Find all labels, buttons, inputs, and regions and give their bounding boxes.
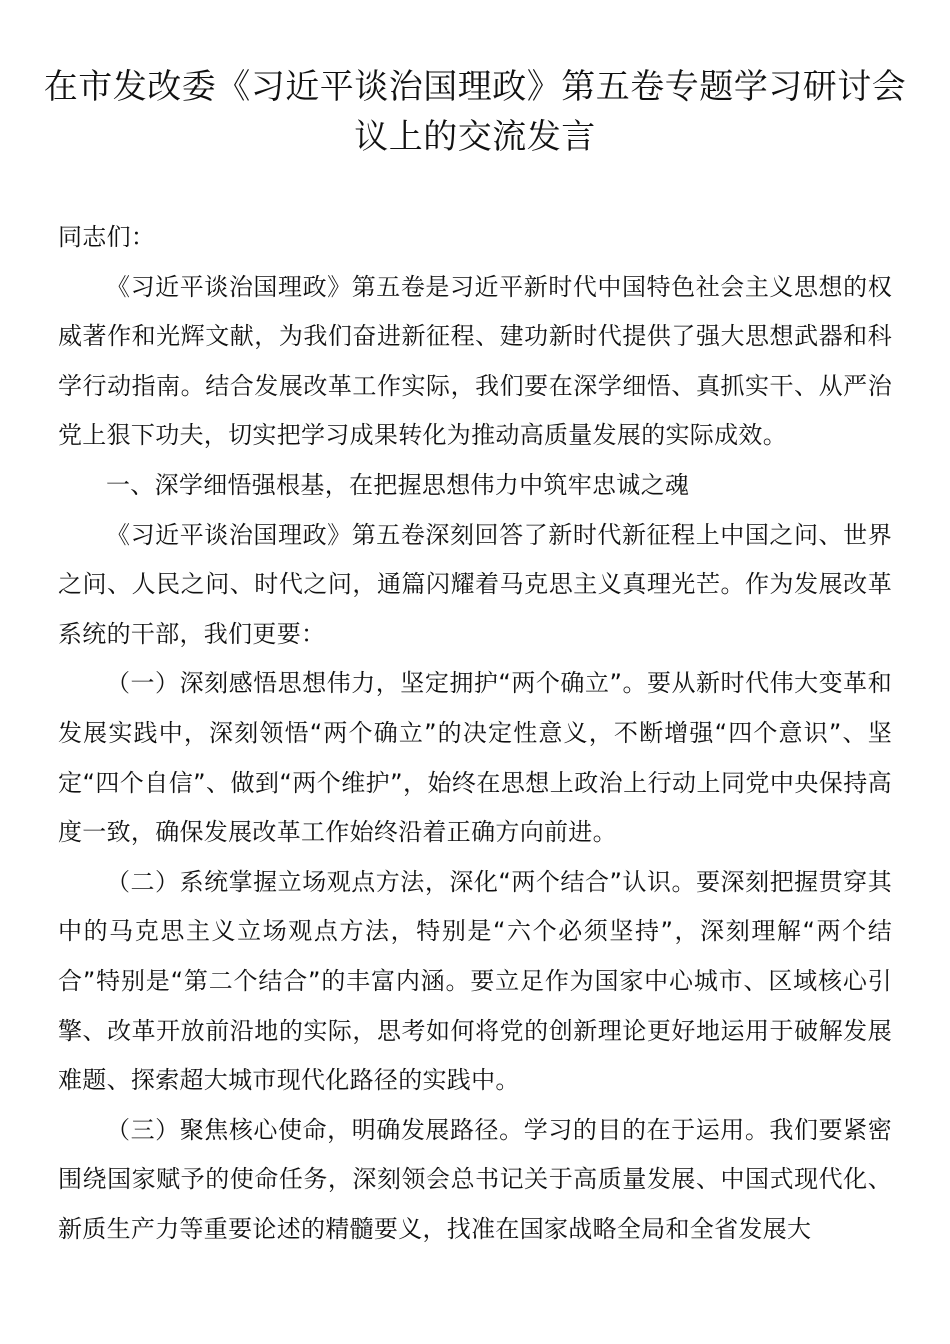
paragraph-intro: 《习近平谈治国理政》第五卷是习近平新时代中国特色社会主义思想的权威著作和光辉文献，为我们奋进新征程、建功新时代提供了强大思想武器和科学行动指南。结合发展改革工作实际，我们要在深学细悟、真抓实干、从严治党上狠下功夫，切实把学习成果转化为推动高质量发展的实际成效。 [58,272,892,450]
document-title: 在市发改委《习近平谈治国理政》第五卷专题学习研讨会议上的交流发言 [43,67,907,157]
section-heading-1: 一、深学细悟强根基，在把握思想伟力中筑牢忠诚之魂 [106,470,690,499]
document-body [58,213,892,1254]
paragraph-point-1: （一）深刻感悟思想伟力，坚定拥护“两个确立”。要从新时代伟大变革和发展实践中，深刻领悟“两个确立”的决定性意义，不断增强“四个意识”、坚定“四个自信”、做到“两个维护”，始终在思想上政治上行动上同党中央保持高度一致，确保发展改革工作始终沿着正确方向前进。 [58,669,892,847]
paragraph-section-1: 《习近平谈治国理政》第五卷深刻回答了新时代新征程上中国之问、世界之问、人民之问、时代之问，通篇闪耀着马克思主义真理光芒。作为发展改革系统的干部，我们更要： [58,520,892,648]
paragraph-point-3: （三）聚焦核心使命，明确发展路径。学习的目的在于运用。我们要紧密围绕国家赋予的使命任务，深刻领会总书记关于高质量发展、中国式现代化、新质生产力等重要论述的精髓要义，找准在国家战略全局和全省发展大 [58,1115,892,1243]
paragraph-point-2: （二）系统掌握立场观点方法，深化“两个结合”认识。要深刻把握贯穿其中的马克思主义立场观点方法，特别是“六个必须坚持”，深刻理解“两个结合”特别是“第二个结合”的丰富内涵。要立足作为国家中心城市、区域核心引擎、改革开放前沿地的实际，思考如何将党的创新理论更好地运用于破解发展难题、探索超大城市现代化路径的实践中。 [58,867,892,1095]
salutation: 同志们： [58,223,156,251]
